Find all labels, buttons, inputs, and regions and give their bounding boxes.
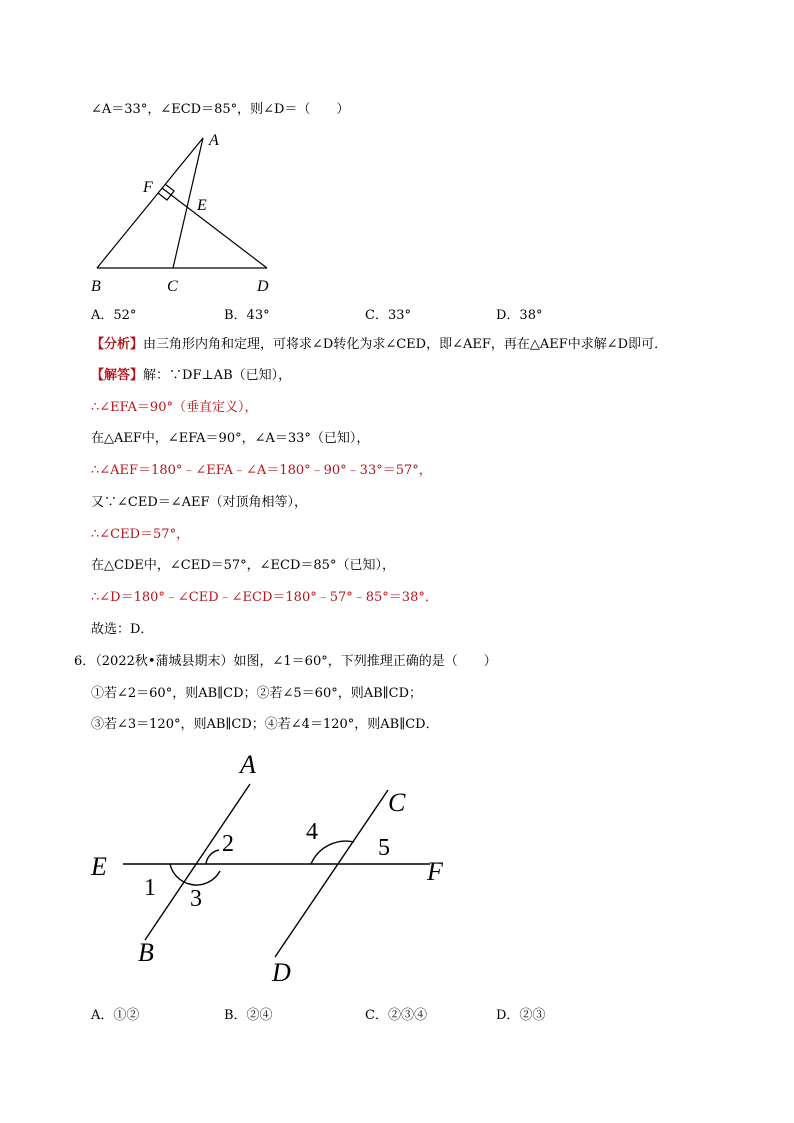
q5-solution-line-1 — [91, 367, 291, 385]
q6-statement-1: ①若∠2＝60°，则AB∥CD；②若∠5＝60°，则AB∥CD； — [91, 686, 423, 701]
q6-parallel-lines-figure — [85, 747, 465, 992]
label-F: F — [143, 179, 153, 196]
q5-options — [91, 304, 711, 322]
q5-solution-line-6: ∴∠CED＝57°， — [91, 527, 190, 542]
q5-analysis — [91, 336, 667, 354]
angle-label-2: 2 — [222, 831, 234, 857]
label-F: F — [427, 857, 443, 886]
label-B: B — [138, 938, 154, 967]
label-E: E — [91, 852, 107, 881]
q5-stem: ∠A＝33°，∠ECD＝85°，则∠D＝（ ） — [91, 102, 350, 117]
q5-triangle-figure — [85, 125, 305, 295]
q6-statement-2: ③若∠3＝120°，则AB∥CD；④若∠4＝120°，则AB∥CD． — [91, 717, 439, 732]
answer-tag: 【解答】 — [91, 368, 144, 383]
q6-options — [91, 1004, 711, 1022]
analysis-text: 由三角形内角和定理，可将求∠D转化为求∠CED，即∠AEF，再在△AEF中求解∠D即可． — [143, 337, 668, 352]
q6-option-b[interactable]: B．②④ — [224, 1008, 273, 1023]
angle-label-4: 4 — [306, 819, 318, 845]
q5-solution-line-8: ∴∠D＝180°﹣∠CED﹣∠ECD＝180°﹣57°﹣85°＝38°． — [91, 590, 438, 605]
label-E: E — [197, 197, 207, 214]
q5-solution-line-5: 又∵∠CED＝∠AEF（对顶角相等）， — [91, 495, 308, 510]
label-C: C — [167, 278, 178, 295]
q6-stem: 6．（2022秋•蒲城县期末）如图，∠1＝60°，下列推理正确的是（ ） — [74, 654, 497, 669]
q5-option-c[interactable]: C．33° — [365, 308, 411, 323]
q6-option-c[interactable]: C．②③④ — [365, 1008, 427, 1023]
solution-text: 解：∵DF⊥AB（已知）， — [143, 368, 292, 383]
q5-solution-line-9: 故选：D． — [91, 622, 154, 637]
q5-solution-line-2: ∴∠EFA＝90°（垂直定义）， — [91, 400, 258, 415]
label-A: A — [240, 750, 256, 779]
angle-label-1: 1 — [144, 875, 156, 901]
q5-solution-line-3: 在△AEF中，∠EFA＝90°，∠A＝33°（已知）， — [91, 431, 370, 446]
analysis-tag: 【分析】 — [91, 337, 144, 352]
angle-label-5: 5 — [378, 835, 390, 861]
label-D: D — [257, 278, 269, 295]
q5-option-a[interactable]: A．52° — [91, 308, 137, 323]
q5-solution-line-7: 在△CDE中，∠CED＝57°，∠ECD＝85°（已知）， — [91, 558, 395, 573]
label-D: D — [272, 958, 291, 987]
q5-solution-line-4: ∴∠AEF＝180°﹣∠EFA﹣∠A＝180°﹣90°﹣33°＝57°， — [91, 463, 432, 478]
q5-option-d[interactable]: D．38° — [496, 308, 543, 323]
label-A: A — [209, 132, 219, 149]
q6-option-d[interactable]: D．②③ — [496, 1008, 546, 1023]
label-C: C — [388, 788, 406, 817]
q5-option-b[interactable]: B．43° — [224, 308, 270, 323]
angle-label-3: 3 — [190, 886, 202, 912]
label-B: B — [91, 278, 101, 295]
q6-option-a[interactable]: A．①② — [91, 1008, 140, 1023]
